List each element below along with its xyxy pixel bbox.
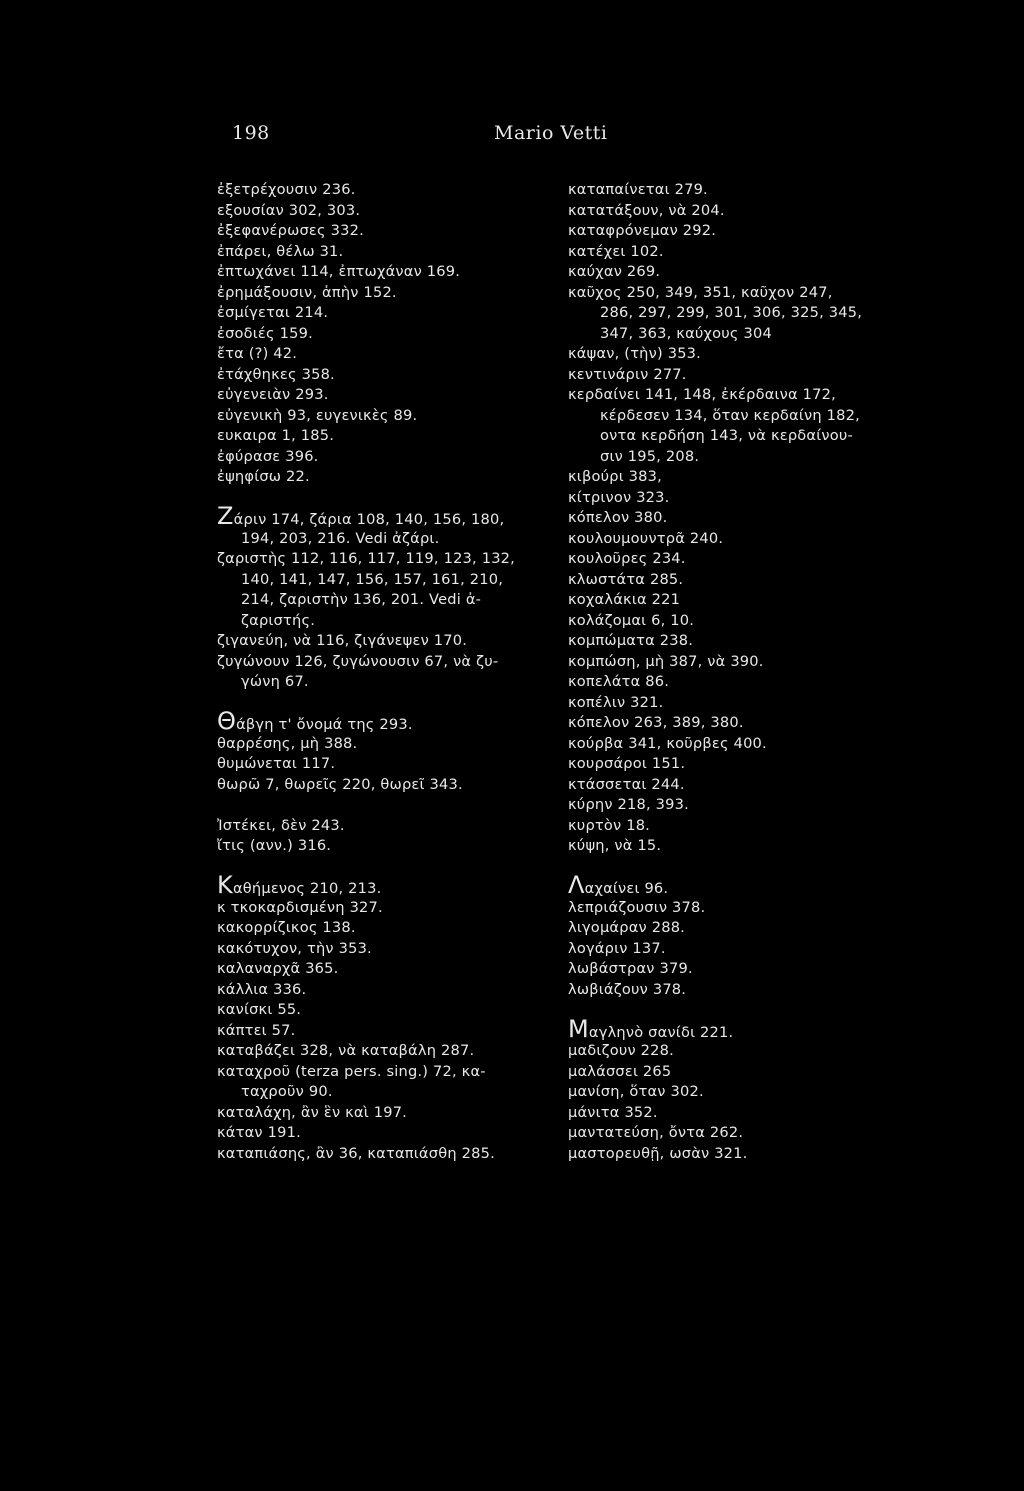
entry-text: ζιγανεύη, νὰ 116, ζιγάνεψεν 170. — [217, 632, 468, 649]
entry-text: εξουσίαν 302, 303. — [217, 201, 361, 219]
index-entry — [217, 959, 515, 980]
entry-text: ἐπάρει, θέλω 31. — [217, 242, 344, 260]
entry-text: κουρσάροι 151. — [568, 755, 686, 772]
index-entry — [217, 1082, 515, 1103]
index-entry — [568, 242, 862, 263]
entry-text: οντα κερδήση 143, νὰ κερδαίνου- — [600, 427, 853, 444]
entry-text: 347, 363, καύχους 304 — [600, 324, 772, 342]
index-entry — [568, 1041, 862, 1062]
index-entry — [217, 707, 515, 735]
entry-text: κοχαλάκια 221 — [568, 591, 681, 608]
index-entry — [568, 775, 862, 796]
index-entry — [568, 713, 862, 734]
entry-gap — [568, 1000, 862, 1021]
entry-text: ἐπτωχάνει 114, ἐπτωχάναν 169. — [217, 263, 461, 280]
entry-text: καταπαίνεται 279. — [568, 181, 708, 198]
entry-text: κ τκοκαρδισμένη 327. — [217, 898, 383, 916]
entry-text: λογάριν 137. — [568, 939, 666, 957]
entry-text: κόπελον 263, 389, 380. — [568, 714, 744, 731]
index-entry — [568, 283, 862, 304]
index-entry — [217, 242, 515, 263]
index-entry — [568, 590, 862, 611]
index-entry — [568, 570, 862, 591]
entry-text: κατατάξουν, νὰ 204. — [568, 201, 725, 219]
index-entry — [568, 611, 862, 632]
index-entry — [568, 221, 862, 242]
index-entry — [217, 549, 515, 570]
entry-text: ἐξεφανέρωσες 332. — [217, 222, 364, 239]
entry-gap — [568, 857, 862, 878]
index-entry — [217, 406, 515, 427]
entry-text: μάνιτα 352. — [568, 1103, 658, 1121]
index-entry — [217, 871, 515, 899]
index-entry — [217, 303, 515, 324]
entry-text: άριν 174, ζάρια 108, 140, 156, 180, — [233, 511, 505, 528]
entry-text: μαδιζουν 228. — [568, 1042, 674, 1059]
index-entry — [568, 344, 862, 365]
index-entry — [217, 918, 515, 939]
index-entry — [568, 652, 862, 673]
index-column-right — [568, 180, 862, 1164]
entry-text: κερδαίνει 141, 148, ἐκέρδαινα 172, — [568, 386, 836, 403]
entry-text: ταχροῦν 90. — [241, 1083, 333, 1100]
index-entry — [217, 939, 515, 960]
index-entry — [217, 1144, 515, 1165]
index-entry — [568, 549, 862, 570]
index-entry — [568, 508, 862, 529]
index-entry — [568, 180, 862, 201]
index-entry — [217, 262, 515, 283]
entry-text: κολάζομαι 6, 10. — [568, 611, 695, 629]
index-entry — [217, 1062, 515, 1083]
section-initial: Λ — [568, 871, 585, 899]
entry-gap — [217, 693, 515, 714]
entry-text: καταπιάσης, ἂν 36, καταπιάσθη 285. — [217, 1144, 495, 1162]
index-entry — [217, 447, 515, 468]
index-entry — [568, 1062, 862, 1083]
entry-text: 286, 297, 299, 301, 306, 325, 345, — [600, 304, 863, 321]
index-entry — [217, 426, 515, 447]
index-entry — [217, 672, 515, 693]
index-entry — [217, 1021, 515, 1042]
index-entry — [217, 1041, 515, 1062]
entry-text: κεντινάριν 277. — [568, 365, 687, 383]
index-entry — [568, 816, 862, 837]
entry-text: 214, ζαριστὴν 136, 201. Vedi ἀ- — [241, 591, 482, 608]
entry-text: θυμώνεται 117. — [217, 755, 336, 772]
entry-text: μαλάσσει 265 — [568, 1062, 672, 1080]
entry-text: λεπριάζουσιν 378. — [568, 898, 706, 916]
index-entry — [568, 467, 862, 488]
index-entry — [217, 502, 515, 530]
index-entry — [568, 303, 862, 324]
entry-text: αχαίνει 96. — [584, 880, 669, 897]
index-entry — [217, 898, 515, 919]
entry-text: κούρβα 341, κοῦρβες 400. — [568, 734, 767, 752]
entry-text: κλωστάτα 285. — [568, 570, 684, 588]
entry-text: εὐγενικὴ 93, ευγενικὲς 89. — [217, 406, 418, 424]
entry-text: κακότυχον, τὴν 353. — [217, 939, 372, 957]
index-entry — [568, 1014, 862, 1043]
entry-text: λιγομάραν 288. — [568, 919, 686, 936]
entry-text: ἴτις (ανν.) 316. — [217, 837, 332, 854]
entry-text: κάψαν, (τὴν) 353. — [568, 345, 702, 362]
section-initial: Ζ — [217, 502, 234, 530]
entry-text: καταφρόνεμαν 292. — [568, 222, 717, 239]
entry-text: θαρρέσης, μὴ 388. — [217, 734, 358, 752]
index-entry — [217, 324, 515, 345]
index-entry — [568, 871, 862, 899]
entry-text: κτάσσεται 244. — [568, 775, 685, 793]
entry-text: κίτρινον 323. — [568, 488, 670, 506]
index-entry — [568, 406, 862, 427]
index-entry — [217, 754, 515, 775]
index-entry — [568, 1123, 862, 1144]
entry-text: κοπελάτα 86. — [568, 673, 670, 690]
section-initial: Μ — [568, 1014, 589, 1043]
entry-text: Ἰστέκει, δὲν 243. — [217, 816, 345, 834]
entry-text: κυρτὸν 18. — [568, 816, 651, 834]
index-entry — [568, 898, 862, 919]
entry-text: κύψη, νὰ 15. — [568, 837, 662, 854]
index-entry — [217, 652, 515, 673]
index-entry — [568, 1082, 862, 1103]
entry-text: ἐξετρέχουσιν 236. — [217, 181, 356, 198]
entry-text: καύχαν 269. — [568, 263, 661, 280]
index-entry — [217, 221, 515, 242]
index-entry — [568, 693, 862, 714]
index-entry — [217, 1000, 515, 1021]
entry-text: ζαριστής. — [241, 611, 316, 629]
entry-text: εὐγενειὰν 293. — [217, 386, 329, 403]
index-entry — [568, 201, 862, 222]
entry-text: καταβάζει 328, νὰ καταβάλη 287. — [217, 1042, 475, 1059]
index-entry — [568, 324, 862, 345]
entry-text: καῦχος 250, 349, 351, καῦχον 247, — [568, 283, 833, 301]
entry-text: μανίση, ὅταν 302. — [568, 1083, 704, 1100]
entry-text: ζαριστὴς 112, 116, 117, 119, 123, 132, — [217, 550, 516, 567]
index-entry — [217, 283, 515, 304]
index-entry — [568, 365, 862, 386]
entry-text: κάπτει 57. — [217, 1021, 296, 1039]
entry-text: ἐσοδιές 159. — [217, 324, 313, 342]
entry-text: κοπέλιν 321. — [568, 693, 664, 711]
entry-text: γώνη 67. — [241, 673, 309, 690]
index-entry — [568, 672, 862, 693]
page-number: 198 — [232, 122, 270, 144]
entry-text: κατέχει 102. — [568, 242, 664, 260]
entry-text: λωβάστραν 379. — [568, 960, 693, 977]
entry-gap — [217, 857, 515, 878]
index-entry — [217, 570, 515, 591]
index-entry — [568, 426, 862, 447]
entry-text: καταχροῦ (terza pers. sing.) 72, κα- — [217, 1062, 486, 1080]
entry-text: ἐτάχθηκες 358. — [217, 365, 335, 383]
index-entry — [217, 775, 515, 796]
entry-text: λωβιάζουν 378. — [568, 980, 687, 998]
entry-text: κακορρίζικος 138. — [217, 919, 356, 936]
index-entry — [568, 385, 862, 406]
index-entry — [217, 467, 515, 488]
index-entry — [217, 611, 515, 632]
entry-text: 140, 141, 147, 156, 157, 161, 210, — [241, 570, 504, 588]
index-entry — [217, 529, 515, 550]
entry-text: κόπελον 380. — [568, 509, 668, 526]
index-column-left — [217, 180, 515, 1164]
index-entry — [568, 631, 862, 652]
entry-text: ἐψηφίσω 22. — [217, 468, 310, 485]
index-entry — [217, 365, 515, 386]
index-entry — [568, 1103, 862, 1124]
index-entry — [217, 385, 515, 406]
entry-text: 194, 203, 216. Vedi ἀζάρι. — [241, 529, 440, 547]
index-entry — [217, 816, 515, 837]
index-entry — [217, 1123, 515, 1144]
entry-text: καταλάχη, ἂν ἓν καὶ 197. — [217, 1103, 408, 1121]
entry-text: ἐφύρασε 396. — [217, 447, 319, 465]
entry-text: θωρῶ 7, θωρεῖς 220, θωρεῖ 343. — [217, 775, 463, 793]
entry-text: αγληνὸ σανίδι 221. — [588, 1023, 734, 1041]
index-entry — [568, 488, 862, 509]
entry-text: άβγη τ' ὄνομά της 293. — [236, 716, 413, 733]
index-entry — [217, 590, 515, 611]
entry-text: μαστορευθῇ, ωσὰν 321. — [568, 1144, 748, 1162]
index-entry — [217, 180, 515, 201]
index-entry — [568, 795, 862, 816]
entry-text: αθήμενος 210, 213. — [232, 880, 382, 897]
section-initial: Θ — [217, 707, 237, 735]
entry-text: κιβούρι 383, — [568, 468, 662, 485]
index-entry — [568, 754, 862, 775]
entry-text: ἐρημάξουσιν, ἀπὴν 152. — [217, 283, 397, 301]
section-initial: Κ — [217, 871, 233, 899]
entry-text: ἐσμίγεται 214. — [217, 304, 329, 321]
entry-text: κουλουμουντρᾶ 240. — [568, 529, 724, 547]
index-entry — [568, 734, 862, 755]
entry-text: κομπώματα 238. — [568, 632, 694, 649]
entry-text: μαντατεύση, ὄντα 262. — [568, 1124, 744, 1141]
entry-text: κάλλια 336. — [217, 980, 307, 998]
entry-text: ἔτα (?) 42. — [217, 345, 298, 362]
index-entry — [217, 734, 515, 755]
entry-text: κέρδεσεν 134, ὅταν κερδαίνη 182, — [600, 406, 860, 424]
entry-text: ζυγώνουν 126, ζυγώνουσιν 67, νὰ ζυ- — [217, 652, 499, 670]
index-entry — [568, 447, 862, 468]
index-entry — [568, 262, 862, 283]
index-entry — [568, 529, 862, 550]
index-entry — [568, 918, 862, 939]
index-entry — [568, 836, 862, 857]
entry-gap — [217, 488, 515, 509]
index-entry — [217, 201, 515, 222]
entry-text: ευκαιρα 1, 185. — [217, 427, 335, 444]
running-title: Mario Vetti — [494, 122, 608, 144]
entry-text: σιν 195, 208. — [600, 447, 700, 465]
index-entry — [568, 980, 862, 1001]
entry-text: κουλοῦρες 234. — [568, 550, 686, 567]
index-entry — [217, 631, 515, 652]
entry-text: κανίσκι 55. — [217, 1001, 302, 1018]
entry-text: καλαναρχᾶ 365. — [217, 960, 339, 977]
index-entry — [568, 939, 862, 960]
index-entry — [217, 1103, 515, 1124]
entry-text: κάταν 191. — [217, 1124, 301, 1141]
index-entry — [217, 836, 515, 857]
entry-text: κομπώση, μὴ 387, νὰ 390. — [568, 652, 764, 670]
index-entry — [568, 1144, 862, 1165]
index-entry — [217, 980, 515, 1001]
index-entry — [217, 344, 515, 365]
entry-text: κύρην 218, 393. — [568, 796, 689, 813]
index-entry — [568, 959, 862, 980]
entry-gap — [217, 795, 515, 816]
